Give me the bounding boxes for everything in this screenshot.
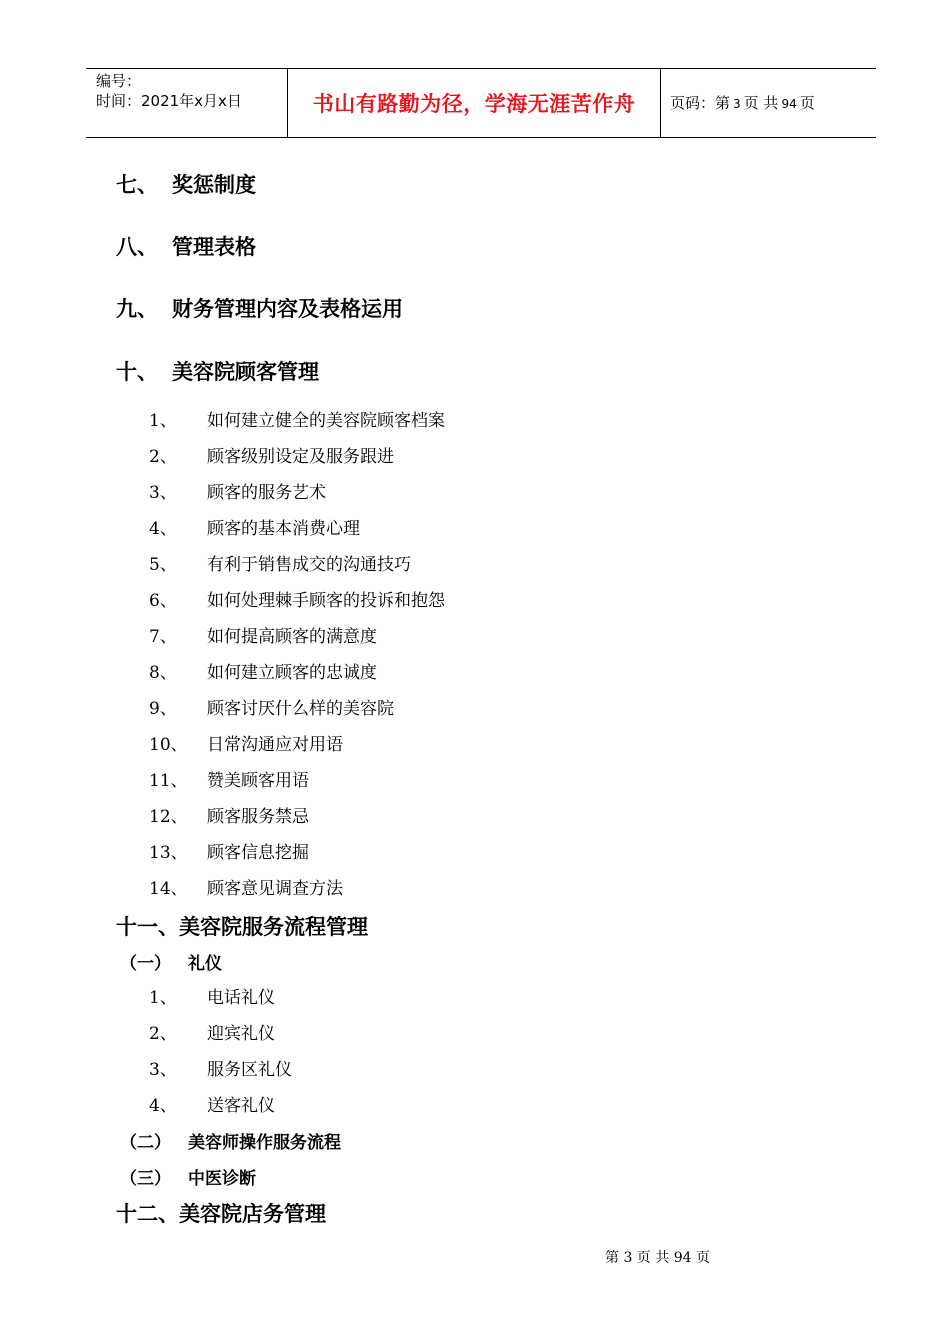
subsection-heading: （三） 中医诊断 — [120, 1169, 256, 1189]
subsection-heading: （一） 礼仪 — [120, 954, 222, 974]
time-label: 时间：2021年x月x日 — [96, 92, 242, 110]
header-motto: 书山有路勤为径，学海无涯苦作舟 — [312, 92, 636, 116]
number-label: 编号： — [96, 72, 142, 90]
section-heading: 十二、美容院店务管理 — [116, 1202, 326, 1226]
header-meta — [96, 71, 242, 111]
footer-page-number: 第 3 页 共 94 页 — [605, 1250, 710, 1266]
section-heading: 八、 管理表格 — [116, 235, 256, 259]
section-heading: 十、 美容院顾客管理 — [116, 360, 319, 384]
section-heading: 七、 奖惩制度 — [116, 173, 256, 197]
total-pages: 94 — [781, 97, 797, 111]
header-page-number: 页码：第 3 页 共 94 页 — [670, 94, 815, 112]
page-header — [86, 68, 876, 138]
header-divider — [660, 69, 661, 137]
section-heading: 九、 财务管理内容及表格运用 — [116, 297, 403, 321]
section-heading: 十一、美容院服务流程管理 — [116, 915, 368, 939]
current-page: 3 — [733, 97, 741, 111]
subsection-heading: （二） 美容师操作服务流程 — [120, 1133, 341, 1153]
